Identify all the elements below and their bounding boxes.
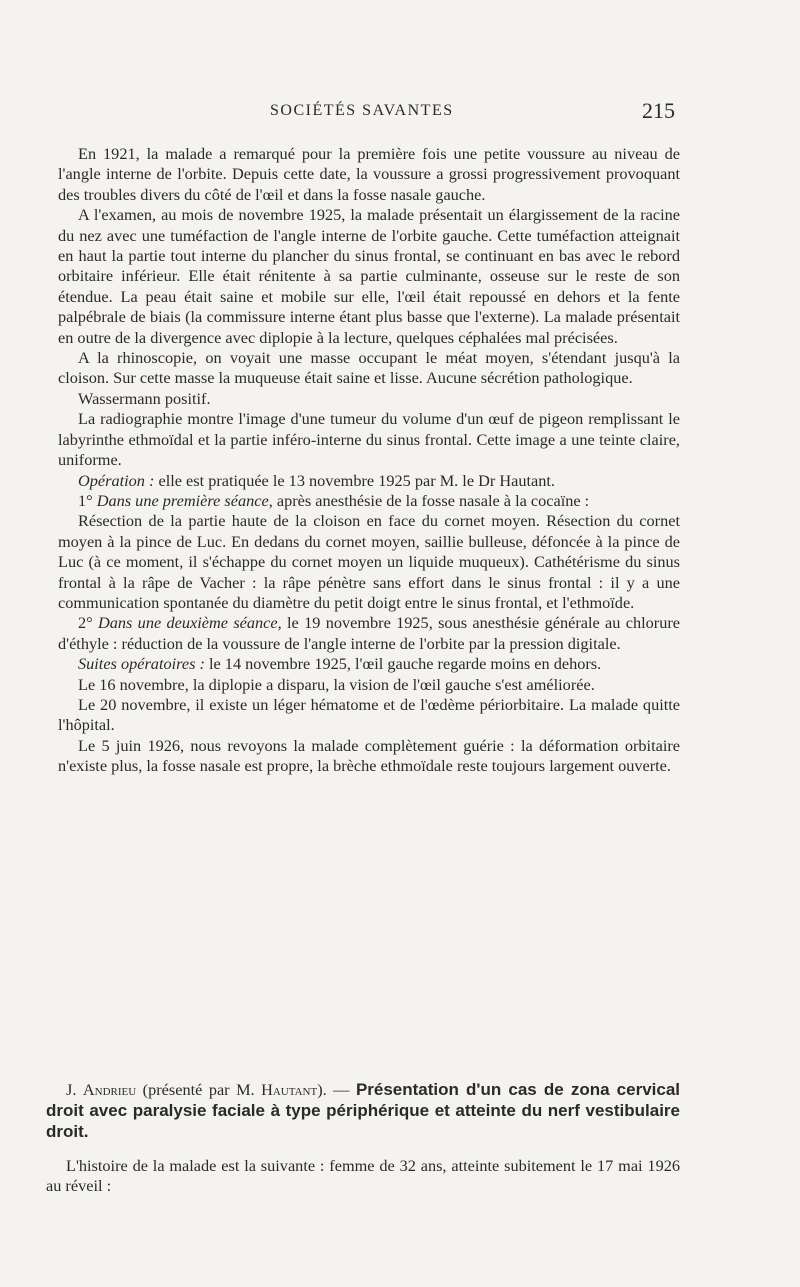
paragraph-examination: A l'examen, au mois de novembre 1925, la malade présentait un élargissement de la racine du nez avec une tuméfaction de l'angle interne de l'orbite gauche. Cette tuméfaction atteignait en haut la partie tout interne du plancher du sinus frontal, se continuant en bas avec le rebord orbitaire inférieur. Elle était rénitente à sa partie culminante, osseuse sur le reste de son étendue. La peau était saine et mobile sur elle, l'œil était repoussé en dehors et la fente palpébrale de biais (la commissure interne étant plus basse que l'externe). La malade présentait en outre de la divergence avec diplopie à la lecture, quelques céphalées mal précisées. [58, 205, 680, 347]
presented-by: (présenté par M. [136, 1080, 262, 1099]
author-initial: J. [66, 1080, 83, 1099]
first-session-text: , après anesthésie de la fosse nasale à la cocaïne : [268, 490, 590, 510]
title-dash: ). — [317, 1080, 356, 1099]
postoperative-label: Suites opératoires : [78, 654, 205, 674]
paragraph-postoperative [58, 654, 680, 674]
paragraph-radiography: La radiographie montre l'image d'une tumeur du volume d'un œuf de pigeon remplissant le labyrinthe ethmoïdal et la partie inféro-interne du sinus frontal. Cette image a une teinte claire, uniforme. [58, 409, 680, 470]
operation-text: elle est pratiquée le 13 novembre 1925 par M. le Dr Hautant. [154, 470, 555, 490]
second-session-text: , le 19 novembre 1925, sous anesthésie générale au chlorure d'éthyle : réduction de la voussure de l'angle interne de l'orbite par la pression digitale. [58, 613, 680, 653]
presenter-name: Hautant [261, 1080, 318, 1099]
paragraph-nov-16: Le 16 novembre, la diplopie a disparu, la vision de l'œil gauche s'est améliorée. [78, 674, 595, 694]
author-name: Andrieu [82, 1080, 137, 1099]
second-session-label: Dans une deuxième séance [97, 613, 278, 633]
paragraph-nov-20: Le 20 novembre, il existe un léger hématome et de l'œdème périorbitaire. La malade quitte l'hôpital. [58, 694, 680, 735]
paragraph-patient-history: L'histoire de la malade est la suivante : femme de 32 ans, atteinte subitement le 17 mai 1926 au réveil : [46, 1156, 680, 1196]
second-session-prefix: 2° [78, 613, 98, 633]
paragraph-june-5: Le 5 juin 1926, nous revoyons la malade complètement guérie : la déformation orbitaire n'existe plus, la fosse nasale est propre, la brèche ethmoïdale reste toujours largement ouverte. [58, 735, 680, 776]
communication-heading [46, 1079, 680, 1142]
postoperative-text: le 14 novembre 1925, l'œil gauche regarde moins en dehors. [204, 654, 602, 674]
paragraph-operation [58, 471, 680, 491]
operation-label: Opération : [78, 470, 155, 490]
communication-title: Présentation d'un cas de zona cervical droit avec paralysie faciale à type périphérique et atteinte du nerf vestibulaire droit. [46, 1080, 681, 1141]
case-report-body [58, 144, 680, 777]
running-title: SOCIÉTÉS SAVANTES [270, 102, 454, 119]
first-session-label: Dans une première séance [96, 490, 269, 510]
paragraph-rhinoscopy: A la rhinoscopie, on voyait une masse occupant le méat moyen, s'étendant jusqu'à la cloison. Sur cette masse la muqueuse était saine et lisse. Aucune sécrétion pathologique. [58, 348, 680, 388]
paragraph-resection: Résection de la partie haute de la cloison en face du cornet moyen. Résection du cornet moyen à la pince de Luc. En dedans du cornet moyen, saillie bulleuse, défoncée à la pince de Luc (à ce moment, il s'échappe du cornet moyen un liquide muqueux). Cathétérisme du sinus frontal à la râpe de Vacher : la râpe pénètre sans effort dans le sinus frontal : il y a une communication spontanée du diamètre du petit doigt entre le sinus frontal, et l'ethmoïde. [58, 511, 680, 612]
paragraph-first-session [58, 491, 680, 511]
paragraph-history: En 1921, la malade a remarqué pour la première fois une petite voussure au niveau de l'angle interne de l'orbite. Depuis cette date, la voussure a grossi progressivement provoquant des troubles divers du côté de l'œil et dans la fosse nasale gauche. [58, 144, 680, 204]
running-head [0, 98, 800, 128]
first-session-prefix: 1° [78, 490, 97, 510]
page-number: 215 [642, 98, 675, 123]
closing-text [46, 1156, 680, 1197]
paragraph-wassermann: Wassermann positif. [78, 388, 211, 408]
paragraph-second-session [58, 613, 680, 654]
